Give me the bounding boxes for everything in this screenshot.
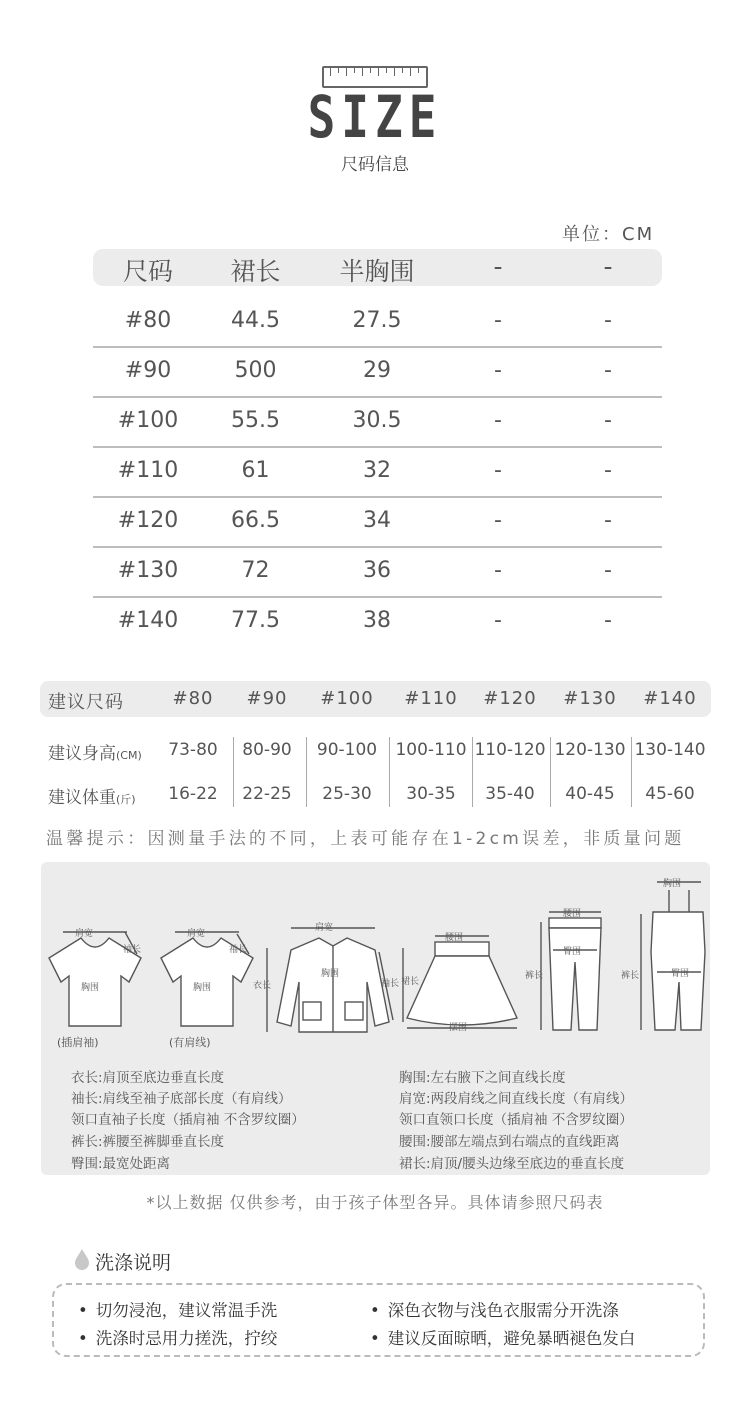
shoulder-label-2: 肩宽 xyxy=(187,929,206,939)
empty-cell: - xyxy=(494,408,502,433)
desc-right-3: 领口直领口长度（插肩袖 不含罗纹圈） xyxy=(399,1112,633,1128)
length-cell: 72 xyxy=(241,558,270,583)
column-divider xyxy=(550,737,551,807)
value-cell: 90-100 xyxy=(316,740,378,760)
header-cell: 建议尺码 xyxy=(48,692,124,713)
size-cell: #90 xyxy=(124,358,172,383)
page-subtitle: 尺码信息 xyxy=(341,155,409,175)
wash-item: • 洗涤时忌用力搓洗，拧绞 xyxy=(78,1325,277,1349)
desc-right-4: 腰围:腰部左端点到右端点的直线距离 xyxy=(399,1134,620,1150)
header-cell: #120 xyxy=(483,688,537,709)
value-cell: 45-60 xyxy=(645,784,695,804)
value-cell: 130-140 xyxy=(634,740,706,760)
header-cell: #130 xyxy=(563,688,617,709)
skirt-icon xyxy=(403,936,517,1028)
height-row xyxy=(40,729,711,773)
suggest-table-header xyxy=(40,681,711,717)
page-title: SIZE xyxy=(307,83,443,151)
column-divider xyxy=(306,737,307,807)
value-cell: 100-110 xyxy=(395,740,467,760)
jacket-chest-label: 胸围 xyxy=(321,969,340,979)
jacket-sleeve-label: 袖长 xyxy=(381,979,400,989)
header-cell: - xyxy=(493,252,503,281)
desc-left-3: 领口直袖子长度（插肩袖 不含罗纹圈） xyxy=(71,1112,305,1128)
empty-cell: - xyxy=(494,308,502,333)
table-row xyxy=(93,548,662,598)
weight-row xyxy=(40,773,711,817)
size-cell: #80 xyxy=(124,308,172,333)
sleeve-label: 袖长 xyxy=(123,945,142,955)
jacket-icon xyxy=(267,928,393,1032)
length-cell: 61 xyxy=(241,458,270,483)
header-cell: #80 xyxy=(172,688,214,709)
empty-cell: - xyxy=(494,558,502,583)
overalls-length-label: 裤长 xyxy=(621,971,640,981)
empty-cell: - xyxy=(604,508,612,533)
desc-left-4: 裤长:裤腰至裤脚垂直长度 xyxy=(71,1134,225,1150)
reference-note: *以上数据 仅供参考，由于孩子体型各异。具体请参照尺码表 xyxy=(146,1193,604,1212)
size-cell: #110 xyxy=(117,458,179,483)
desc-right-5: 裙长:肩顶/腰头边缘至底边的垂直长度 xyxy=(399,1156,625,1172)
coat-length-label: 衣长 xyxy=(253,981,272,991)
column-divider xyxy=(389,737,390,807)
wash-instructions-box xyxy=(52,1283,705,1357)
chest-cell: 36 xyxy=(363,558,391,583)
chest-cell: 32 xyxy=(363,458,391,483)
overalls-thigh-label: 臀围 xyxy=(671,969,690,979)
header-cell: 尺码 xyxy=(122,257,173,286)
desc-right-1: 胸围:左右腋下之间直线长度 xyxy=(399,1070,566,1086)
chest-cell: 38 xyxy=(363,608,391,633)
length-cell: 77.5 xyxy=(231,608,280,633)
pants-length-label: 裤长 xyxy=(525,971,544,981)
empty-cell: - xyxy=(494,608,502,633)
length-cell: 55.5 xyxy=(231,408,280,433)
desc-left-1: 衣长:肩顶至底边垂直长度 xyxy=(71,1070,225,1086)
hem-label: 摆围 xyxy=(449,1023,468,1033)
empty-cell: - xyxy=(604,608,612,633)
unit-label: 单位：CM xyxy=(562,224,655,245)
wash-item: • 建议反面晾晒，避免暴晒褪色发白 xyxy=(370,1325,635,1349)
header-cell: #100 xyxy=(320,688,374,709)
column-divider xyxy=(472,737,473,807)
raglan-caption: (插肩袖) xyxy=(57,1036,99,1049)
row-label: 建议体重(斤) xyxy=(48,788,136,808)
size-cell: #100 xyxy=(117,408,179,433)
table-row xyxy=(93,598,662,648)
column-divider xyxy=(631,737,632,807)
chest-label-2: 胸围 xyxy=(193,983,212,993)
empty-cell: - xyxy=(604,458,612,483)
wash-item: • 切勿浸泡，建议常温手洗 xyxy=(78,1297,277,1321)
length-cell: 66.5 xyxy=(231,508,280,533)
value-cell: 80-90 xyxy=(242,740,292,760)
header-cell: 半胸围 xyxy=(339,257,415,286)
garment-illustrations xyxy=(41,862,710,1062)
row-label: 建议身高(CM) xyxy=(48,744,142,764)
table-row xyxy=(93,298,662,348)
overalls-chest-label: 胸围 xyxy=(663,879,682,889)
wash-title: 洗涤说明 xyxy=(95,1252,172,1274)
header-cell: - xyxy=(603,252,613,281)
size-cell: #120 xyxy=(117,508,179,533)
sleeve-label-2: 袖长 xyxy=(229,945,248,955)
jacket-shoulder-label: 肩宽 xyxy=(315,923,334,933)
pants-icon xyxy=(541,912,601,1030)
skirt-length-label: 裙长 xyxy=(401,977,420,987)
value-cell: 16-22 xyxy=(168,784,218,804)
empty-cell: - xyxy=(604,308,612,333)
value-cell: 22-25 xyxy=(242,784,292,804)
value-cell: 40-45 xyxy=(565,784,615,804)
size-cell: #130 xyxy=(117,558,179,583)
chest-cell: 34 xyxy=(363,508,391,533)
column-divider xyxy=(233,737,234,807)
empty-cell: - xyxy=(604,408,612,433)
value-cell: 120-130 xyxy=(554,740,626,760)
table-row xyxy=(93,448,662,498)
water-drop-icon xyxy=(74,1248,90,1270)
value-cell: 25-30 xyxy=(322,784,372,804)
shoulder-caption: (有肩线) xyxy=(169,1036,211,1049)
desc-left-2: 袖长:肩线至袖子底部长度（有肩线） xyxy=(71,1091,292,1107)
empty-cell: - xyxy=(604,358,612,383)
header-cell: #140 xyxy=(643,688,697,709)
empty-cell: - xyxy=(494,358,502,383)
measurement-diagram xyxy=(41,862,710,1175)
chest-cell: 30.5 xyxy=(352,408,402,433)
shoulder-label: 肩宽 xyxy=(75,929,94,939)
pants-waist-label: 腰围 xyxy=(563,909,582,919)
desc-left-5: 臀围:最宽处距离 xyxy=(71,1156,171,1172)
pants-thigh-label: 臀围 xyxy=(563,947,582,957)
header-cell: #90 xyxy=(246,688,288,709)
value-cell: 110-120 xyxy=(474,740,546,760)
wash-item: • 深色衣物与浅色衣服需分开洗涤 xyxy=(370,1297,619,1321)
header-cell: 裙长 xyxy=(230,257,281,286)
length-cell: 44.5 xyxy=(231,308,280,333)
value-cell: 73-80 xyxy=(168,740,218,760)
skirt-waist-label: 腰围 xyxy=(445,933,464,943)
table-row xyxy=(93,398,662,448)
warm-tip: 温馨提示：因测量手法的不同，上表可能存在1-2cm误差，非质量问题 xyxy=(46,829,685,849)
size-cell: #140 xyxy=(117,608,179,633)
table-row xyxy=(93,498,662,548)
header-cell: #110 xyxy=(404,688,458,709)
chest-cell: 29 xyxy=(363,358,391,383)
table-row xyxy=(93,348,662,398)
value-cell: 35-40 xyxy=(485,784,535,804)
empty-cell: - xyxy=(604,558,612,583)
value-cell: 30-35 xyxy=(406,784,456,804)
desc-right-2: 肩宽:两段肩线之间直线长度（有肩线） xyxy=(399,1091,634,1107)
size-table-header xyxy=(93,249,662,286)
overalls-icon xyxy=(641,882,705,1030)
chest-cell: 27.5 xyxy=(352,308,402,333)
empty-cell: - xyxy=(494,508,502,533)
chest-label: 胸围 xyxy=(81,983,100,993)
length-cell: 500 xyxy=(234,358,277,383)
empty-cell: - xyxy=(494,458,502,483)
